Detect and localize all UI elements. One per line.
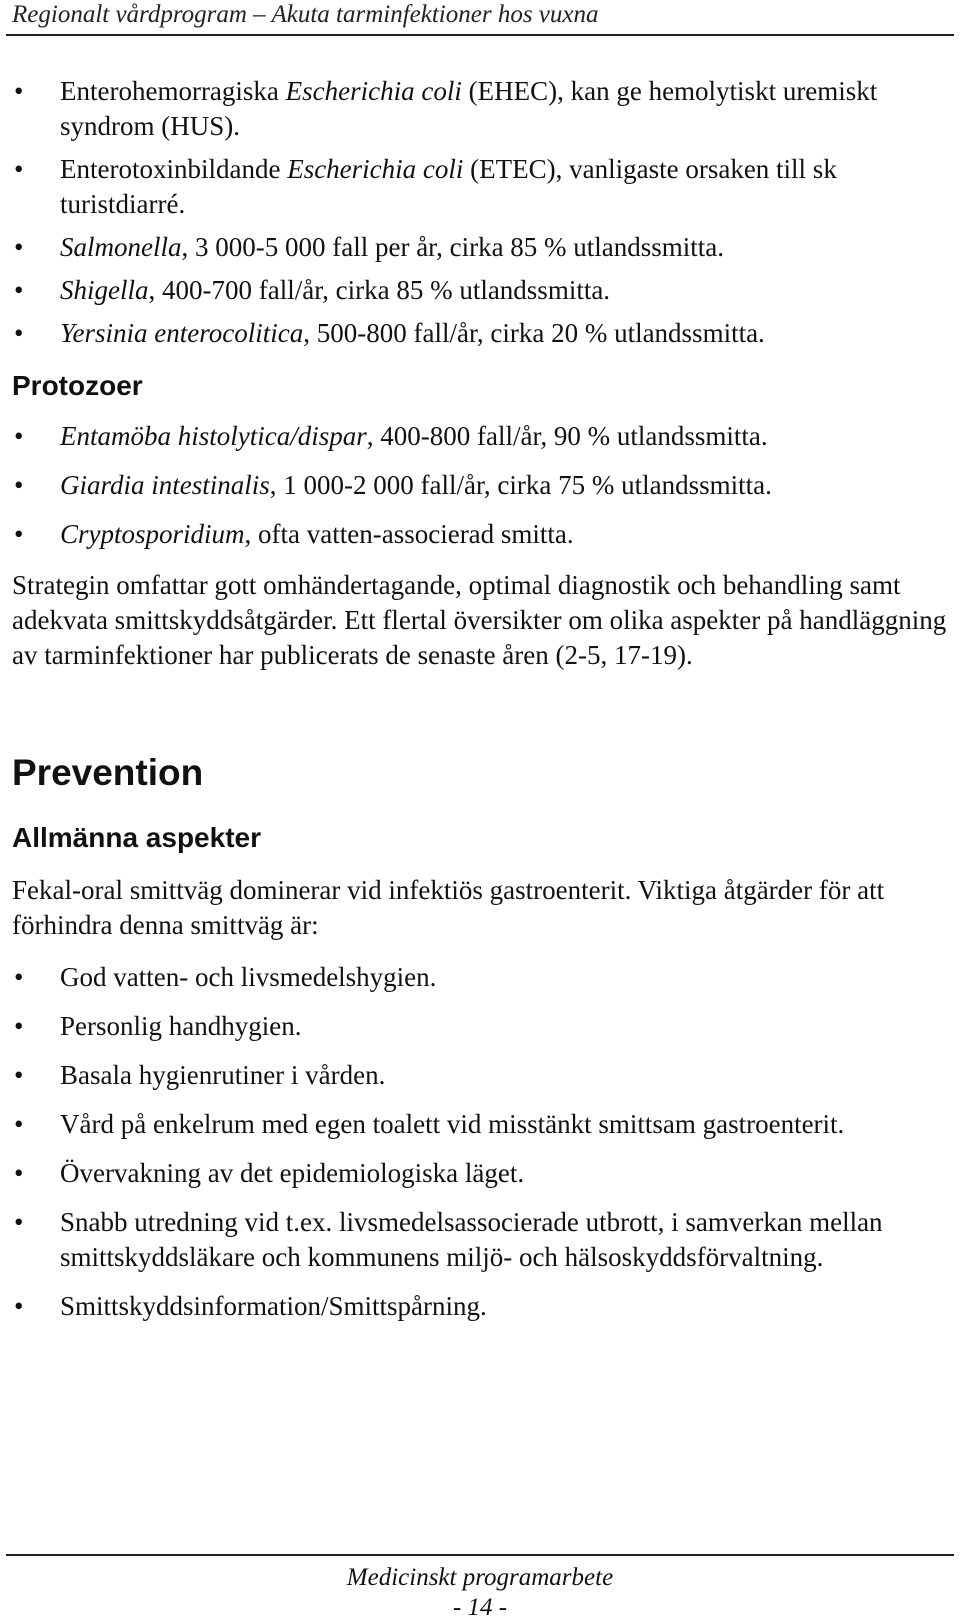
bacteria-list — [12, 74, 947, 351]
bullet-icon: • — [14, 519, 24, 549]
bullet-icon: • — [14, 1207, 24, 1237]
list-item: • God vatten- och livsmedelshygien. — [12, 960, 947, 995]
bullet-icon: • — [14, 470, 24, 500]
list-item: • Personlig handhygien. — [12, 1009, 947, 1044]
list-item: • Övervakning av det epidemiologiska läget. — [12, 1156, 947, 1191]
prevention-intro: Fekal-oral smittväg dominerar vid infektiös gastroenterit. Viktiga åtgärder för att förhindra denna smittväg är: — [12, 875, 885, 940]
header-rule — [6, 34, 954, 36]
list-item: • Salmonella, 3 000-5 000 fall per år, cirka 85 % utlandssmitta. — [12, 230, 947, 265]
general-aspects-heading: Allmänna aspekter — [12, 822, 261, 853]
list-item: • Snabb utredning vid t.ex. livsmedelsassocierade utbrott, i samverkan mellan smittskyddsläkare och kommunens miljö- och hälsoskyddsförvaltning. — [14, 1207, 883, 1272]
bullet-icon: • — [14, 275, 24, 305]
prevention-heading: Prevention — [12, 752, 204, 793]
footer-program: Medicinskt programarbete — [346, 1564, 614, 1591]
list-item: • Smittskyddsinformation/Smittspårning. — [12, 1289, 947, 1324]
bullet-icon: • — [14, 1060, 24, 1090]
page-number: - 14 - — [452, 1594, 508, 1621]
prevention-list — [12, 960, 947, 1324]
bullet-icon: • — [14, 1291, 24, 1321]
bullet-icon: • — [14, 1109, 24, 1139]
bullet-icon: • — [14, 1011, 24, 1041]
list-item: • Entamöba histolytica/dispar, 400-800 fall/år, 90 % utlandssmitta. — [12, 419, 947, 454]
footer-rule — [6, 1554, 954, 1556]
bullet-icon: • — [14, 76, 24, 106]
list-item: • Enterotoxinbildande Escherichia coli (ETEC), vanligaste orsaken till sk turistdiarré. — [14, 154, 837, 219]
bullet-icon: • — [14, 232, 24, 262]
list-item: • Shigella, 400-700 fall/år, cirka 85 % utlandssmitta. — [12, 273, 947, 308]
list-item: • Cryptosporidium, ofta vatten-associerad smitta. — [12, 517, 947, 552]
page-content — [12, 74, 947, 1338]
bullet-icon: • — [14, 421, 24, 451]
bullet-icon: • — [14, 154, 24, 184]
list-item: • Giardia intestinalis, 1 000-2 000 fall/år, cirka 75 % utlandssmitta. — [12, 468, 947, 503]
strategy-paragraph: Strategin omfattar gott omhändertagande, optimal diagnostik och behandling samt adekvata smittskyddsåtgärder. Ett flertal översikter om olika aspekter på handläggning av tarminfektioner har publicerats de senaste åren (2-5, 17-19). — [12, 570, 947, 670]
bullet-icon: • — [14, 962, 24, 992]
running-header: Regionalt vårdprogram – Akuta tarminfektioner hos vuxna — [12, 1, 599, 28]
list-item: • Yersinia enterocolitica, 500-800 fall/år, cirka 20 % utlandssmitta. — [12, 316, 947, 351]
protozoa-list — [12, 419, 947, 552]
protozoa-heading: Protozoer — [12, 370, 143, 401]
list-item: • Vård på enkelrum med egen toalett vid misstänkt smittsam gastroenterit. — [12, 1107, 947, 1142]
bullet-icon: • — [14, 318, 24, 348]
bullet-icon: • — [14, 1158, 24, 1188]
list-item: • Basala hygienrutiner i vården. — [12, 1058, 947, 1093]
list-item: • Enterohemorragiska Escherichia coli (EHEC), kan ge hemolytiskt uremiskt syndrom (HUS). — [14, 76, 878, 141]
